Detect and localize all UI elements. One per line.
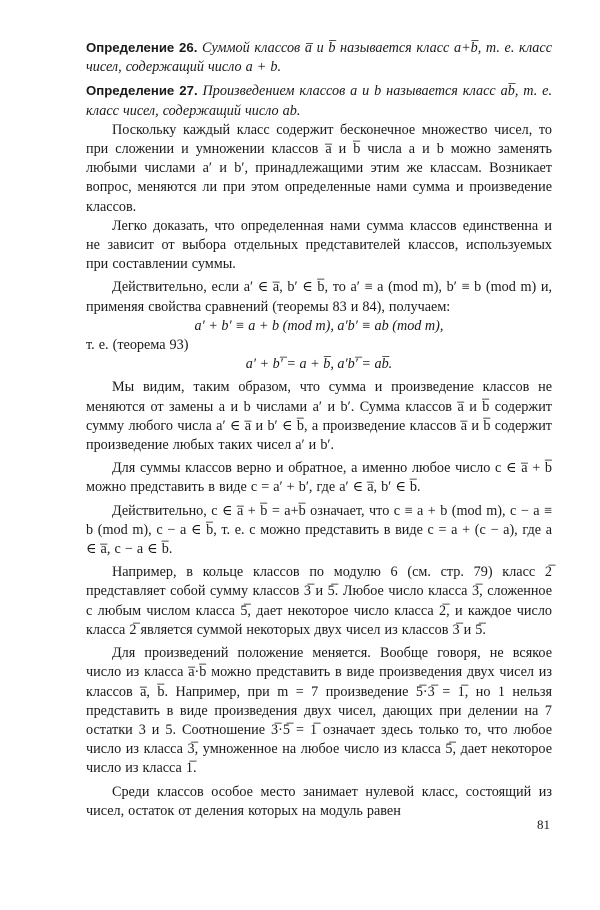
paragraph-1: Поскольку каждый класс содержит бесконечное множество чисел, то при сложении и умножении классов a̅ и b̅ числа a и b можно заменять любыми числами a′ и b′, принадлежащими этим же классам. Возникает вопрос, меняются ли при этом определенные нами сумма и произведение классов. bbox=[86, 121, 552, 215]
paragraph-9: Для произведений положение меняется. Вообще говоря, не всякое число из класса a̅·b̅ можно представить в виде произведения двух чисел из классов a̅, b̅. Например, при m = 7 произведение 5̅·3̅ = 1̅, но 1 нельзя представить в виде произведения двух чисел, дающих при делении на 7 остатки 3 и 5. Соотношение 3̅·5̅ = 1̅ означает здесь только то, что любое число из класса 3̅, умноженное на любое число из класса 5̅, дает некоторое число из класса 1̅. bbox=[86, 645, 552, 777]
paragraph-10: Среди классов особое место занимает нулевой класс, состоящий из чисел, остаток от деления которых на модуль равен bbox=[86, 783, 552, 819]
paragraph-4: т. е. (теорема 93) bbox=[86, 337, 189, 354]
definition-26-head: Определение 26. bbox=[86, 40, 198, 55]
paragraph-7: Действительно, c ∈ a̅ + b̅ = a+b̅ означает, что c ≡ a + b (mod m), c − a ≡ b (mod m), c − a ∈ b̅, т. е. c можно представить в виде c = a + (c − a), где a ∈ a̅, c − a ∈ b̅. bbox=[86, 502, 552, 558]
formula-1: a′ + b′ ≡ a + b (mod m), a′b′ ≡ ab (mod m), bbox=[194, 317, 444, 334]
formula-2: a′ + b′̅ = a + b̅, a′b′̅ = ab̅. bbox=[245, 356, 393, 373]
definition-26-text: Суммой классов a̅ и b̅ называется класс a+b̅, т. е. класс чисел, содержащий число a + b. bbox=[86, 40, 552, 76]
definition-27-head: Определение 27. bbox=[86, 83, 198, 99]
paragraph-6: Для суммы классов верно и обратное, а именно любое число c ∈ a̅ + b̅ можно представить в виде c = a′ + b′, где a′ ∈ a̅, b′ ∈ b̅. bbox=[86, 460, 552, 496]
paragraph-2: Легко доказать, что определенная нами сумма классов единственна и не зависит от выбора отдельных представителей классов, используемых при составлении суммы. bbox=[86, 217, 552, 273]
definition-26 bbox=[86, 38, 552, 77]
definition-27-text: Произведением классов a и b называется класс ab̅, т. е. класс чисел, содержащий число ab. bbox=[86, 83, 552, 119]
page-number: 81 bbox=[537, 817, 550, 832]
definition-27 bbox=[86, 81, 552, 120]
paragraph-8: Например, в кольце классов по модулю 6 (см. стр. 79) класс 2̅ представляет собой сумму классов 3̅ и 5̅. Любое число класса 3̅, сложенное с любым числом класса 5̅, дает некоторое число класса 2̅, и каждое число класса 2̅ является суммой некоторых двух чисел из классов 3̅ и 5̅. bbox=[86, 564, 552, 638]
paragraph-3: Действительно, если a′ ∈ a̅, b′ ∈ b̅, то a′ ≡ a (mod m), b′ ≡ b (mod m) и, применяя свойства сравнений (теоремы 83 и 84), получаем: bbox=[86, 279, 552, 315]
paragraph-5: Мы видим, таким образом, что сумма и произведение классов не меняются от замены a и b числами a′ и b′. Сумма классов a̅ и b̅ содержит сумму любого числа a′ ∈ a̅ и b′ ∈ b̅, а произведение классов a̅ и b̅ содержит произведение любых таких чисел a′ и b′. bbox=[86, 379, 552, 454]
